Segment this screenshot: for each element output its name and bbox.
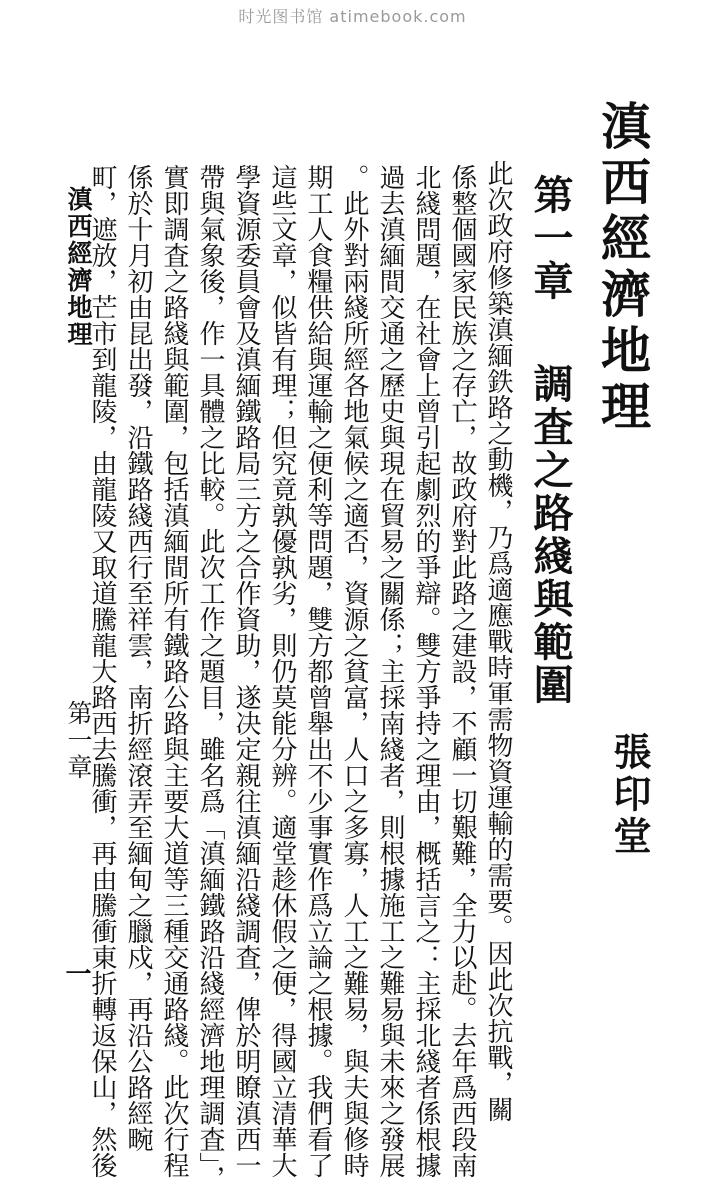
body-column-3: 北綫問題，在社會上曾引起劇烈的爭辯。雙方爭持之理由，概括言之：主採北綫者係根據 — [411, 164, 441, 1178]
body-column-5: 。此外對兩綫所經各地氣候之適否，資源之貧富，人口之多寡，人工之難易，與夫與修時 — [339, 164, 369, 1178]
running-head-title: 滇西經濟地理 — [64, 186, 93, 348]
running-head-chapter: 第一章 — [64, 700, 93, 781]
body-column-2: 係整個國家民族之存亡，故政府對此路之建設，不顧一切艱難，全力以赴。去年爲西段南 — [447, 164, 477, 1178]
body-column-11: 係於十月初由昆出發，沿鐵路綫西行至祥雲，南折經滾弄至緬甸之臘戍，再沿公路經畹 — [123, 164, 153, 1152]
body-column-12: 町，遮放，芒市到龍陵，由龍陵又取道騰龍大路西去騰衝，再由騰衝東折轉返保山，然後 — [87, 164, 117, 1178]
body-column-8: 學資源委員會及滇緬鐵路局三方之合作資助，遂决定親往滇緬沿綫調査，俾於明瞭滇西一 — [231, 164, 261, 1178]
body-column-1: 此次政府修築滇緬鉄路之動機，乃爲適應戰時軍需物資運輸的需要。因此次抗戰，關 — [483, 160, 513, 1122]
body-column-7: 這些文章，似皆有理；但究竟孰優孰劣，則仍莫能分辨。適堂趁休假之便，得國立清華大 — [267, 164, 297, 1178]
page-number: 一 — [61, 960, 91, 986]
body-column-10: 實即調査之路綫與範圍，包括滇緬間所有鐵路公路與主要大道等三種交通路綫。此次行程 — [159, 164, 189, 1178]
author-name: 張印堂 — [607, 732, 652, 858]
chapter-heading — [522, 174, 579, 707]
body-column-6: 期工人食糧供給與運輸之便利等問題，雙方都曾舉出不少事實作爲立論之根據。我們看了 — [303, 164, 333, 1178]
body-column-4: 過去滇緬間交通之歷史與現在貿易之關係；主採南綫者，則根據施工之難易與未來之發展 — [375, 164, 405, 1178]
book-title: 滇西經濟地理 — [593, 100, 652, 436]
site-watermark: 时光图书馆 atimebook.com — [238, 7, 467, 26]
body-column-9: 帶與氣象後，作一具體之比較。此次工作之題目，雖名爲「滇緬鐵路沿綫經濟地理調査」， — [195, 164, 225, 1191]
chapter-title: 調査之路綫與範圍 — [527, 363, 574, 707]
chapter-number: 第一章 — [527, 174, 574, 303]
